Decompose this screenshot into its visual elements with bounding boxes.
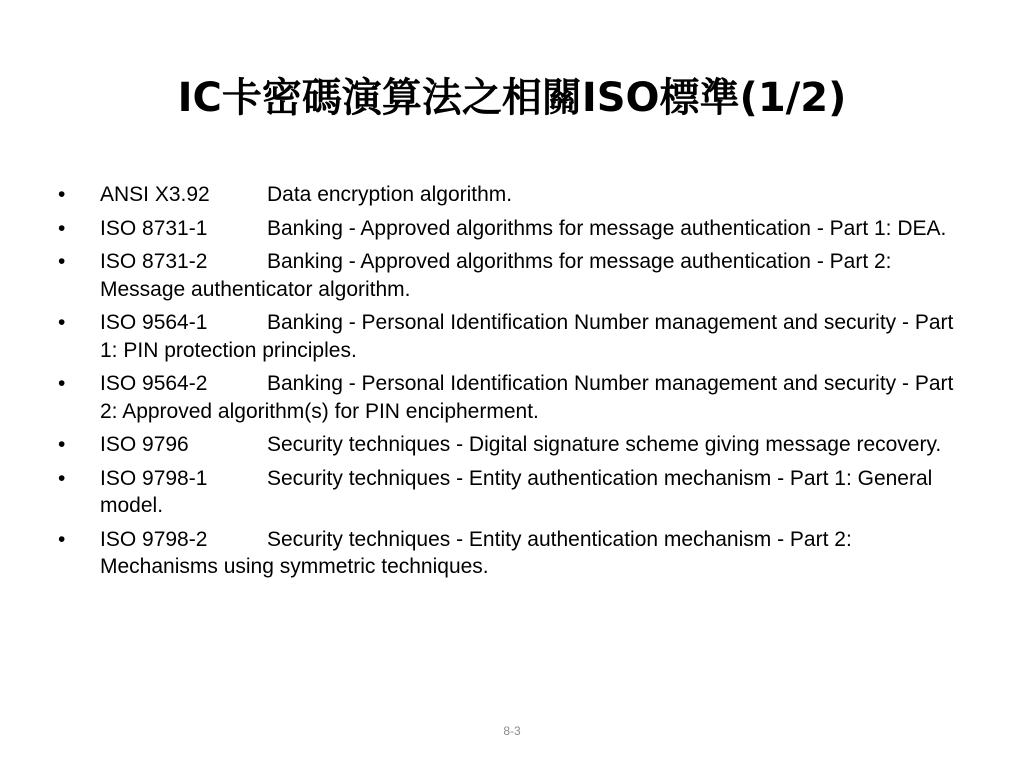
bullet-dot-icon: • [58,527,66,551]
bullet-dot-icon: • [58,183,66,206]
standard-description: Banking - Approved algorithms for message authentication - Part 1: DEA. [267,216,947,240]
bullet-item [56,431,968,459]
standard-code: ISO 8731-1 [100,216,208,240]
standard-description: Banking - Approved algorithms for message authentication - Part 2: Message authenticator algorithm. [100,250,892,301]
bullet-dot-icon: • [58,372,66,395]
bullet-item [56,370,968,425]
bullet-item [56,215,968,243]
standard-code: ANSI X3.92 [100,183,210,206]
page-number: 8-3 [503,724,521,738]
bullet-item [56,526,968,581]
bullet-dot-icon: • [58,466,66,490]
bullet-dot-icon: • [58,250,66,273]
standard-code: ISO 9798-1 [100,466,208,490]
standard-code: ISO 9798-2 [100,527,208,551]
slide-title: IC卡密碼演算法之相關ISO標準(1/2) [177,75,847,121]
bullet-dot-icon: • [58,311,66,334]
bullet-item [56,248,968,303]
standard-code: ISO 9564-2 [100,372,208,395]
bullet-dot-icon: • [58,433,66,456]
standard-code: ISO 9564-1 [100,311,208,334]
standard-code: ISO 9796 [100,433,189,456]
standard-description: Data encryption algorithm. [267,183,513,206]
standard-description: Security techniques - Entity authentication mechanism - Part 2: Mechanisms using symmetric techniques. [100,527,852,578]
bullet-item [56,465,968,520]
bullet-item [56,309,968,364]
bullet-list [56,181,968,587]
standard-description: Banking - Personal Identification Number management and security - Part 1: PIN protection principles. [100,311,954,362]
standard-description: Security techniques - Entity authentication mechanism - Part 1: General model. [100,466,933,517]
standard-code: ISO 8731-2 [100,250,208,273]
bullet-dot-icon: • [58,216,66,240]
standard-description: Security techniques - Digital signature scheme giving message recovery. [267,433,942,456]
standard-description: Banking - Personal Identification Number management and security - Part 2: Approved algorithm(s) for PIN encipherment. [100,372,954,423]
bullet-item [56,181,968,209]
